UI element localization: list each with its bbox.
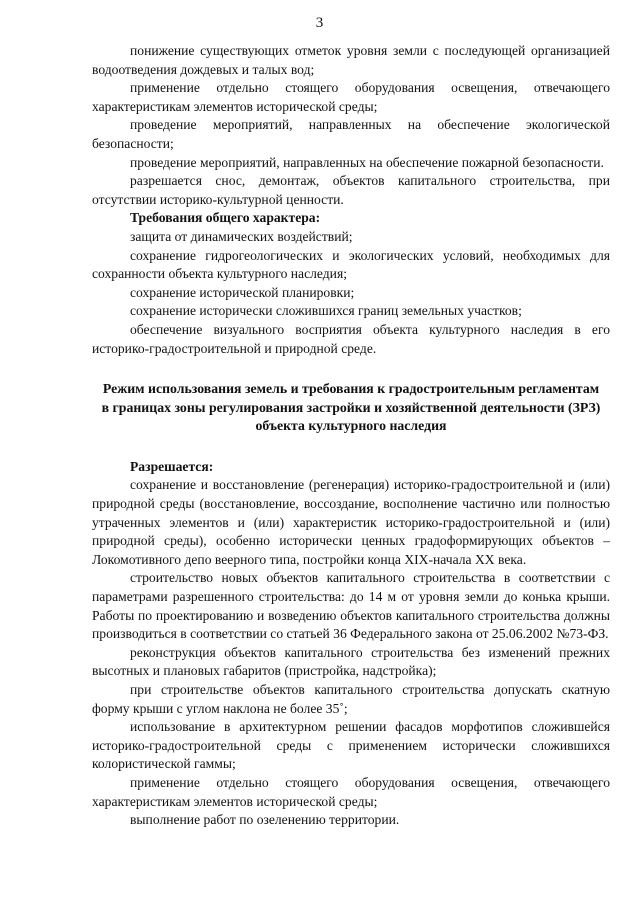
- document-body: [92, 42, 610, 830]
- list-item: защита от динамических воздействий;: [130, 228, 353, 244]
- list-item: сохранение гидрогеологических и экологических условий, необходимых для сохранности объекта культурного наследия;: [92, 247, 610, 282]
- list-item: строительство новых объектов капитального строительства в соответствии с параметрами разрешенного строительства: до 14 м от уровня земли до конька крыши. Работы по проектированию и возведению объектов капитального строительства должны производиться в соответствии со статьей 36 Федерального закона от 25.06.2002 №73-ФЗ.: [92, 570, 610, 642]
- section-heading: Режим использования земель и требования к градостроительным регламентам в границах зоны регулирования застройки и хозяйственной деятельности (ЗРЗ) объекта культурного наследия: [101, 381, 601, 434]
- list-item: реконструкция объектов капитального строительства без изменений прежних высотных и плановых габаритов (пристройка, надстройка);: [92, 644, 610, 679]
- paragraph: разрешается снос, демонтаж, объектов капитального строительства, при отсутствии историко-культурной ценности.: [92, 173, 610, 207]
- spacer: [92, 436, 610, 458]
- list-item: использование в архитектурном решении фасадов морфотипов сложившейся историко-градостроительной среды с применением исторически сложившихся колористической гаммы;: [92, 719, 610, 772]
- paragraph: проведение мероприятий, направленных на обеспечение пожарной безопасности.: [130, 154, 604, 170]
- general-requirements-title: Требования общего характера:: [130, 210, 321, 226]
- list-item: при строительстве объектов капитального строительства допускать скатную форму крыши с углом наклона не более 35˚;: [92, 682, 610, 716]
- list-item: сохранение исторической планировки;: [130, 284, 355, 300]
- paragraph: проведение мероприятий, направленных на обеспечение экологической безопасности;: [92, 117, 610, 151]
- list-item: выполнение работ по озеленению территории.: [130, 812, 400, 828]
- page-number: 3: [315, 15, 324, 31]
- paragraph: понижение существующих отметок уровня земли с последующей организацией водоотведения дождевых и талых вод;: [92, 43, 610, 77]
- list-item: обеспечение визуального восприятия объекта культурного наследия в его историко-градостроительной и природной среде.: [92, 321, 610, 356]
- allowed-title: Разрешается:: [130, 458, 214, 474]
- list-item: сохранение и восстановление (регенерация) историко-градостроительной и (или) природной среды (восстановление, воссоздание, восполнение частично или полностью утраченных элементов и (или) характеристик историко-градостроительной и (или) природной среды), особенно исторически ценных градоформирующих объектов – Локомотивного депо веерного типа, постройки конца XIX-начала XX века.: [92, 477, 610, 567]
- list-item: применение отдельно стоящего оборудования освещения, отвечающего характеристикам элементов исторической среды;: [92, 774, 610, 809]
- list-item: сохранение исторически сложившихся границ земельных участков;: [130, 303, 522, 319]
- paragraph: применение отдельно стоящего оборудования освещения, отвечающего характеристикам элементов исторической среды;: [92, 80, 610, 114]
